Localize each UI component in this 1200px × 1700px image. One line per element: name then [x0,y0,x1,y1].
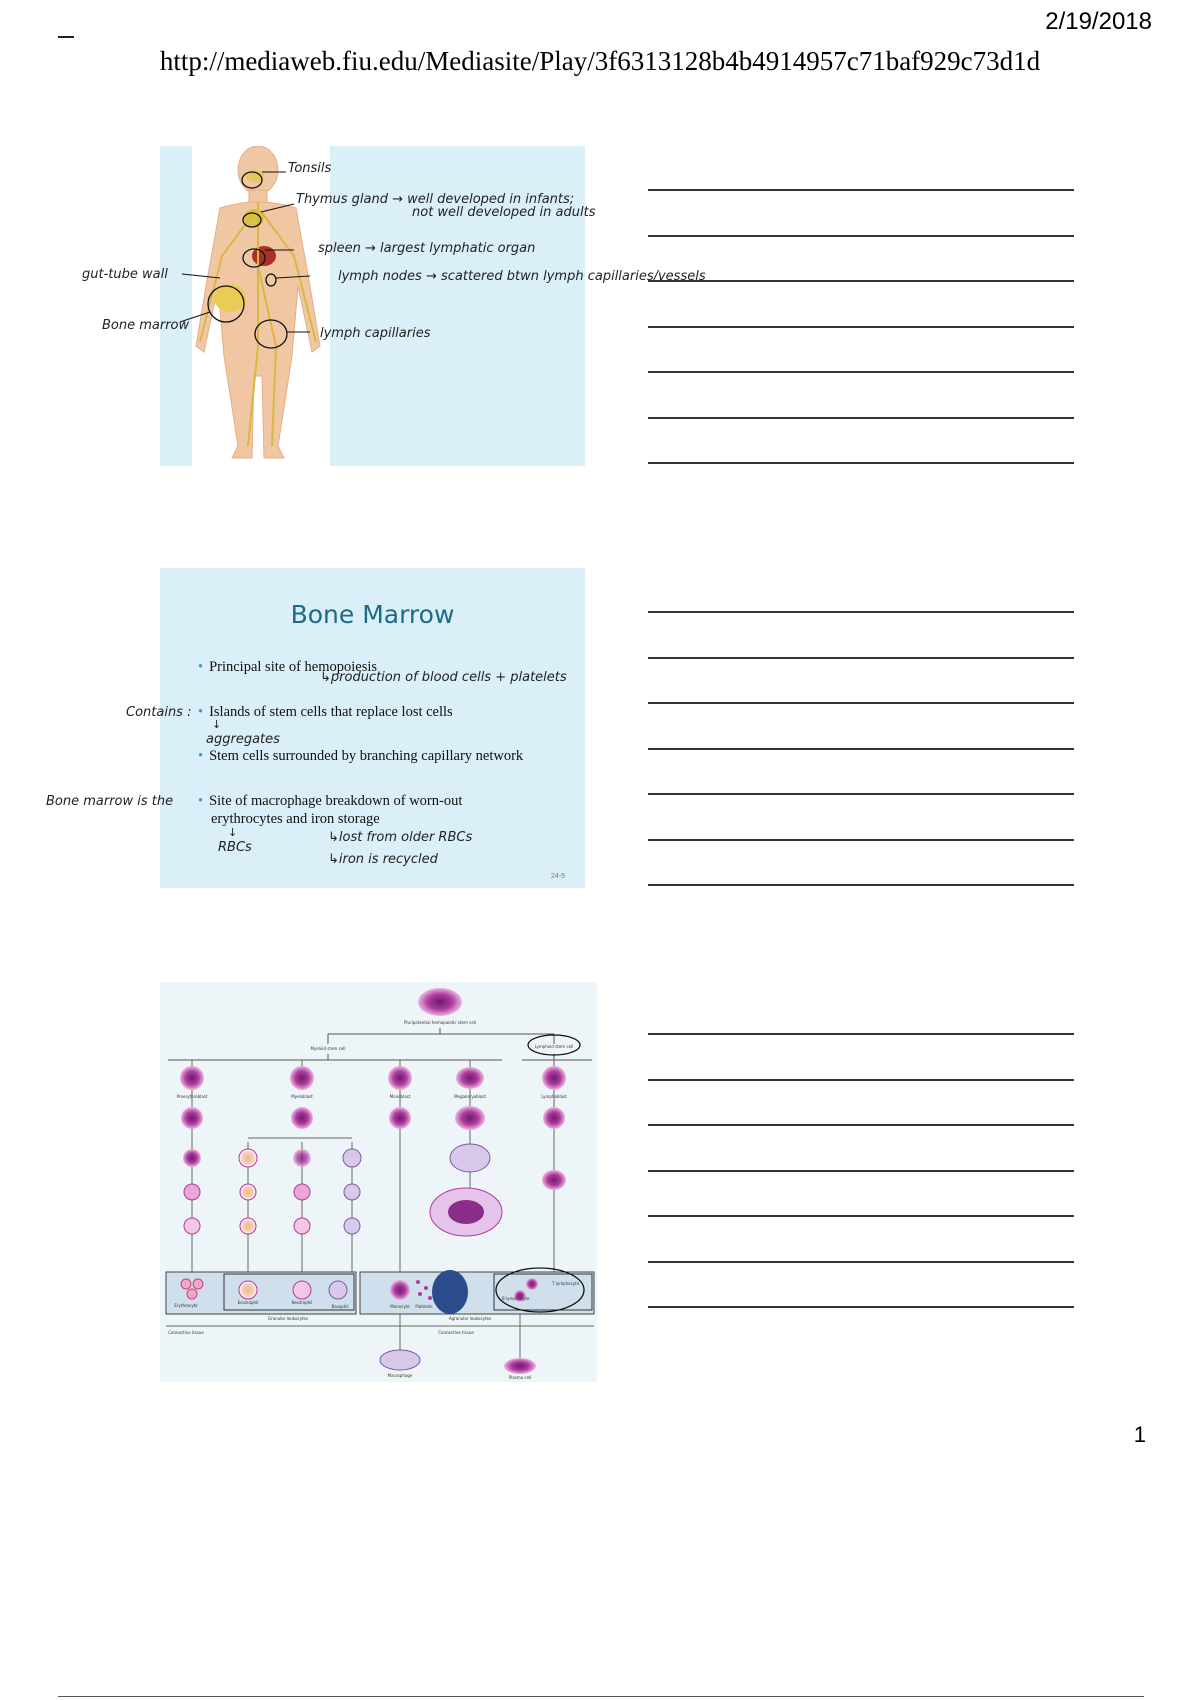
label-myeloid: Myeloid stem cell [310,1046,346,1051]
label-erythrocyte: Erythrocyte [174,1303,198,1308]
bullet-capillary-network: • Stem cells surrounded by branching capillary network [198,748,524,764]
label-lymphoblast: Lymphoblast [541,1094,567,1099]
page-number: 1 [1133,1422,1146,1447]
plasma-cell [504,1358,536,1374]
note-production-blood-cells: ↳production of blood cells + platelets [320,670,567,685]
hemopoiesis-diagram [160,982,597,1382]
notes-lines-2[interactable] [648,602,1076,892]
stem-cell-root [418,988,462,1016]
note-spleen: spleen → largest lymphatic organ [318,241,536,256]
note-bone-marrow-is: Bone marrow is the [46,794,174,809]
page-url[interactable]: http://mediaweb.fiu.edu/Mediasite/Play/3f6313128b4b4914957c71baf929c73d1d [159,46,1041,76]
header-dash [58,36,74,38]
note-gut-tube-wall: gut-tube wall [82,267,168,282]
note-iron-recycled: ↳iron is recycled [328,852,438,867]
note-lost-from-rbcs: ↳lost from older RBCs [328,830,473,845]
footer-rule [58,1696,1144,1697]
label-connective-tissue-left: Connective tissue [168,1330,204,1335]
label-eosinophil: Eosinophil [237,1300,259,1305]
label-megakaryoblast: Megakaryoblast [454,1094,486,1099]
label-t-lymphocyte: T lymphocyte [552,1281,580,1286]
vessel-oval [432,1270,468,1314]
notes-lines-1[interactable] [648,180,1076,470]
note-arrow-down-1: ↓ [212,718,222,731]
print-date: 2/19/2018 [1045,8,1152,35]
slide-title: Bone Marrow [290,600,455,629]
note-thymus-line2: not well developed in adults [412,205,596,220]
label-macrophage: Macrophage [387,1373,413,1378]
notes-lines-3[interactable] [648,1026,1076,1316]
note-tonsils: Tonsils [288,161,332,176]
label-platelets: Platelets [415,1304,433,1309]
bullet-macrophage-breakdown: • Site of macrophage breakdown of worn-out erythrocytes and iron storage [198,793,463,827]
note-contains: Contains : [126,705,192,720]
bullet-stem-cell-islands: • Islands of stem cells that replace lost cells [198,704,453,720]
label-neutrophil: Neutrophil [291,1300,313,1305]
label-monocyte: Monocyte [390,1304,410,1309]
note-thymus-line1: Thymus gland → well developed in infants; [296,192,575,207]
label-proerythroblast: Proerythroblast [176,1094,208,1099]
note-rbcs: RBCs [218,840,252,855]
slide-number: 24-5 [550,873,565,880]
macrophage-cell [380,1350,420,1370]
label-monoblast: Monoblast [389,1094,411,1099]
note-arrow-down-2: ↓ [228,826,238,839]
label-myeloblast: Myeloblast [291,1094,313,1099]
label-agranular-leukocytes: Agranular leukocytes [448,1316,492,1321]
label-granular-leukocytes: Granular leukocytes [267,1316,309,1321]
label-plasma-cell: Plasma cell [508,1375,532,1380]
note-lymph-nodes: lymph nodes → scattered btwn lymph capillaries/vessels [338,269,706,284]
slide-hemopoiesis-diagram [160,982,597,1382]
bullet-hemopoiesis: • Principal site of hemopoiesis [198,659,378,675]
note-aggregates: aggregates [206,732,280,747]
note-lymph-capillaries: lymph capillaries [320,326,431,341]
note-bone-marrow: Bone marrow [102,318,190,333]
label-b-lymphocyte: B lymphocyte [502,1296,530,1301]
label-connective-tissue-right: Connective tissue [438,1330,474,1335]
label-root: Pluripotential hemopoietic stem cell [403,1020,477,1025]
label-lymphoid: Lymphoid stem cell [534,1044,574,1049]
label-basophil: Basophil [331,1304,349,1309]
